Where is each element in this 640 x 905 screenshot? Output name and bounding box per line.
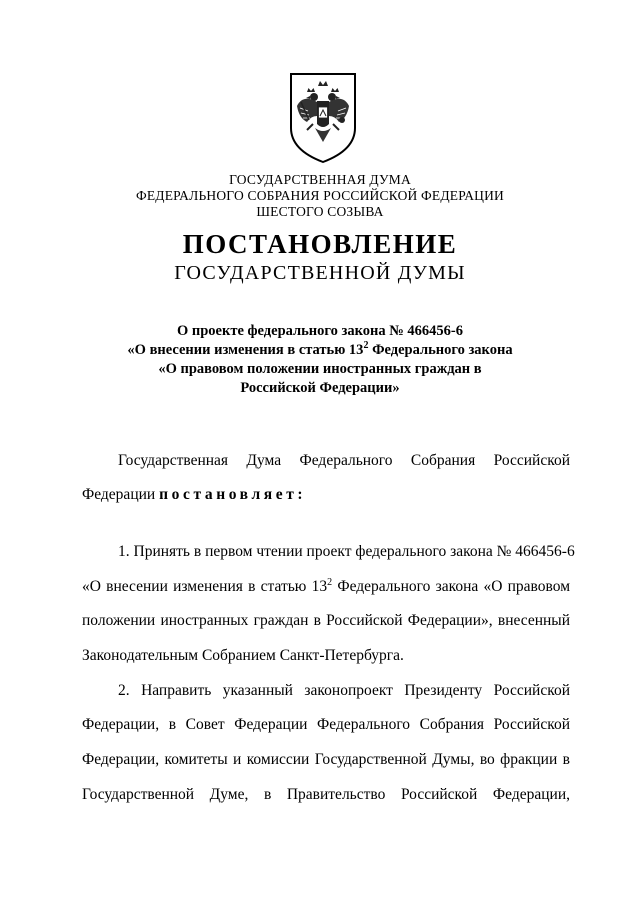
document-subtitle: ГОСУДАРСТВЕННОЙ ДУМЫ [174,262,466,284]
superscript: 2 [327,577,333,588]
resolves-verb: постановляет: [159,486,307,503]
subject-line-3: «О правовом положении иностранных граждан в [158,361,482,377]
item2-line-3: Федерации, комитеты и комиссии Государственной Думы, во фракции в [82,751,570,768]
org-line-convocation: ШЕСТОГО СОЗЫВА [256,204,384,219]
item2-line-4: Государственной Думе, в Правительство Российской Федерации, [82,786,570,803]
org-line-duma: ГОСУДАРСТВЕННАЯ ДУМА [229,172,411,187]
item1-line-4: Законодательным Собранием Санкт-Петербурга. [82,647,404,664]
preamble-line-2: Федерации постановляет: [82,486,307,503]
preamble-line-1: Государственная Дума Федерального Собрания Российской [118,452,570,469]
org-line-assembly: ФЕДЕРАЛЬНОГО СОБРАНИЯ РОССИЙСКОЙ ФЕДЕРАЦИИ [136,188,504,203]
subject-line-4: Российской Федерации» [240,380,400,396]
item1-line-1: 1. Принять в первом чтении проект федерального закона № 466456-6 [118,543,575,560]
item2-line-1: 2. Направить указанный законопроект Президенту Российской [118,682,570,699]
subject-line-1: О проекте федерального закона № 466456-6 [176,323,464,339]
document-title: ПОСТАНОВЛЕНИЕ [182,229,458,259]
item1-line-3: положении иностранных граждан в Российской Федерации», внесенный [82,612,570,629]
item1-line-2: «О внесении изменения в статью $13^2$ Федерального закона «О правовом [82,577,570,595]
item2-line-2: Федерации, в Совет Федерации Федерального Собрания Российской [82,716,570,733]
superscript: 2 [363,340,369,351]
coat-of-arms-icon [287,72,359,164]
subject-line-2: «О внесении изменения в статью $13^2$ Федерального закона [127,340,513,358]
